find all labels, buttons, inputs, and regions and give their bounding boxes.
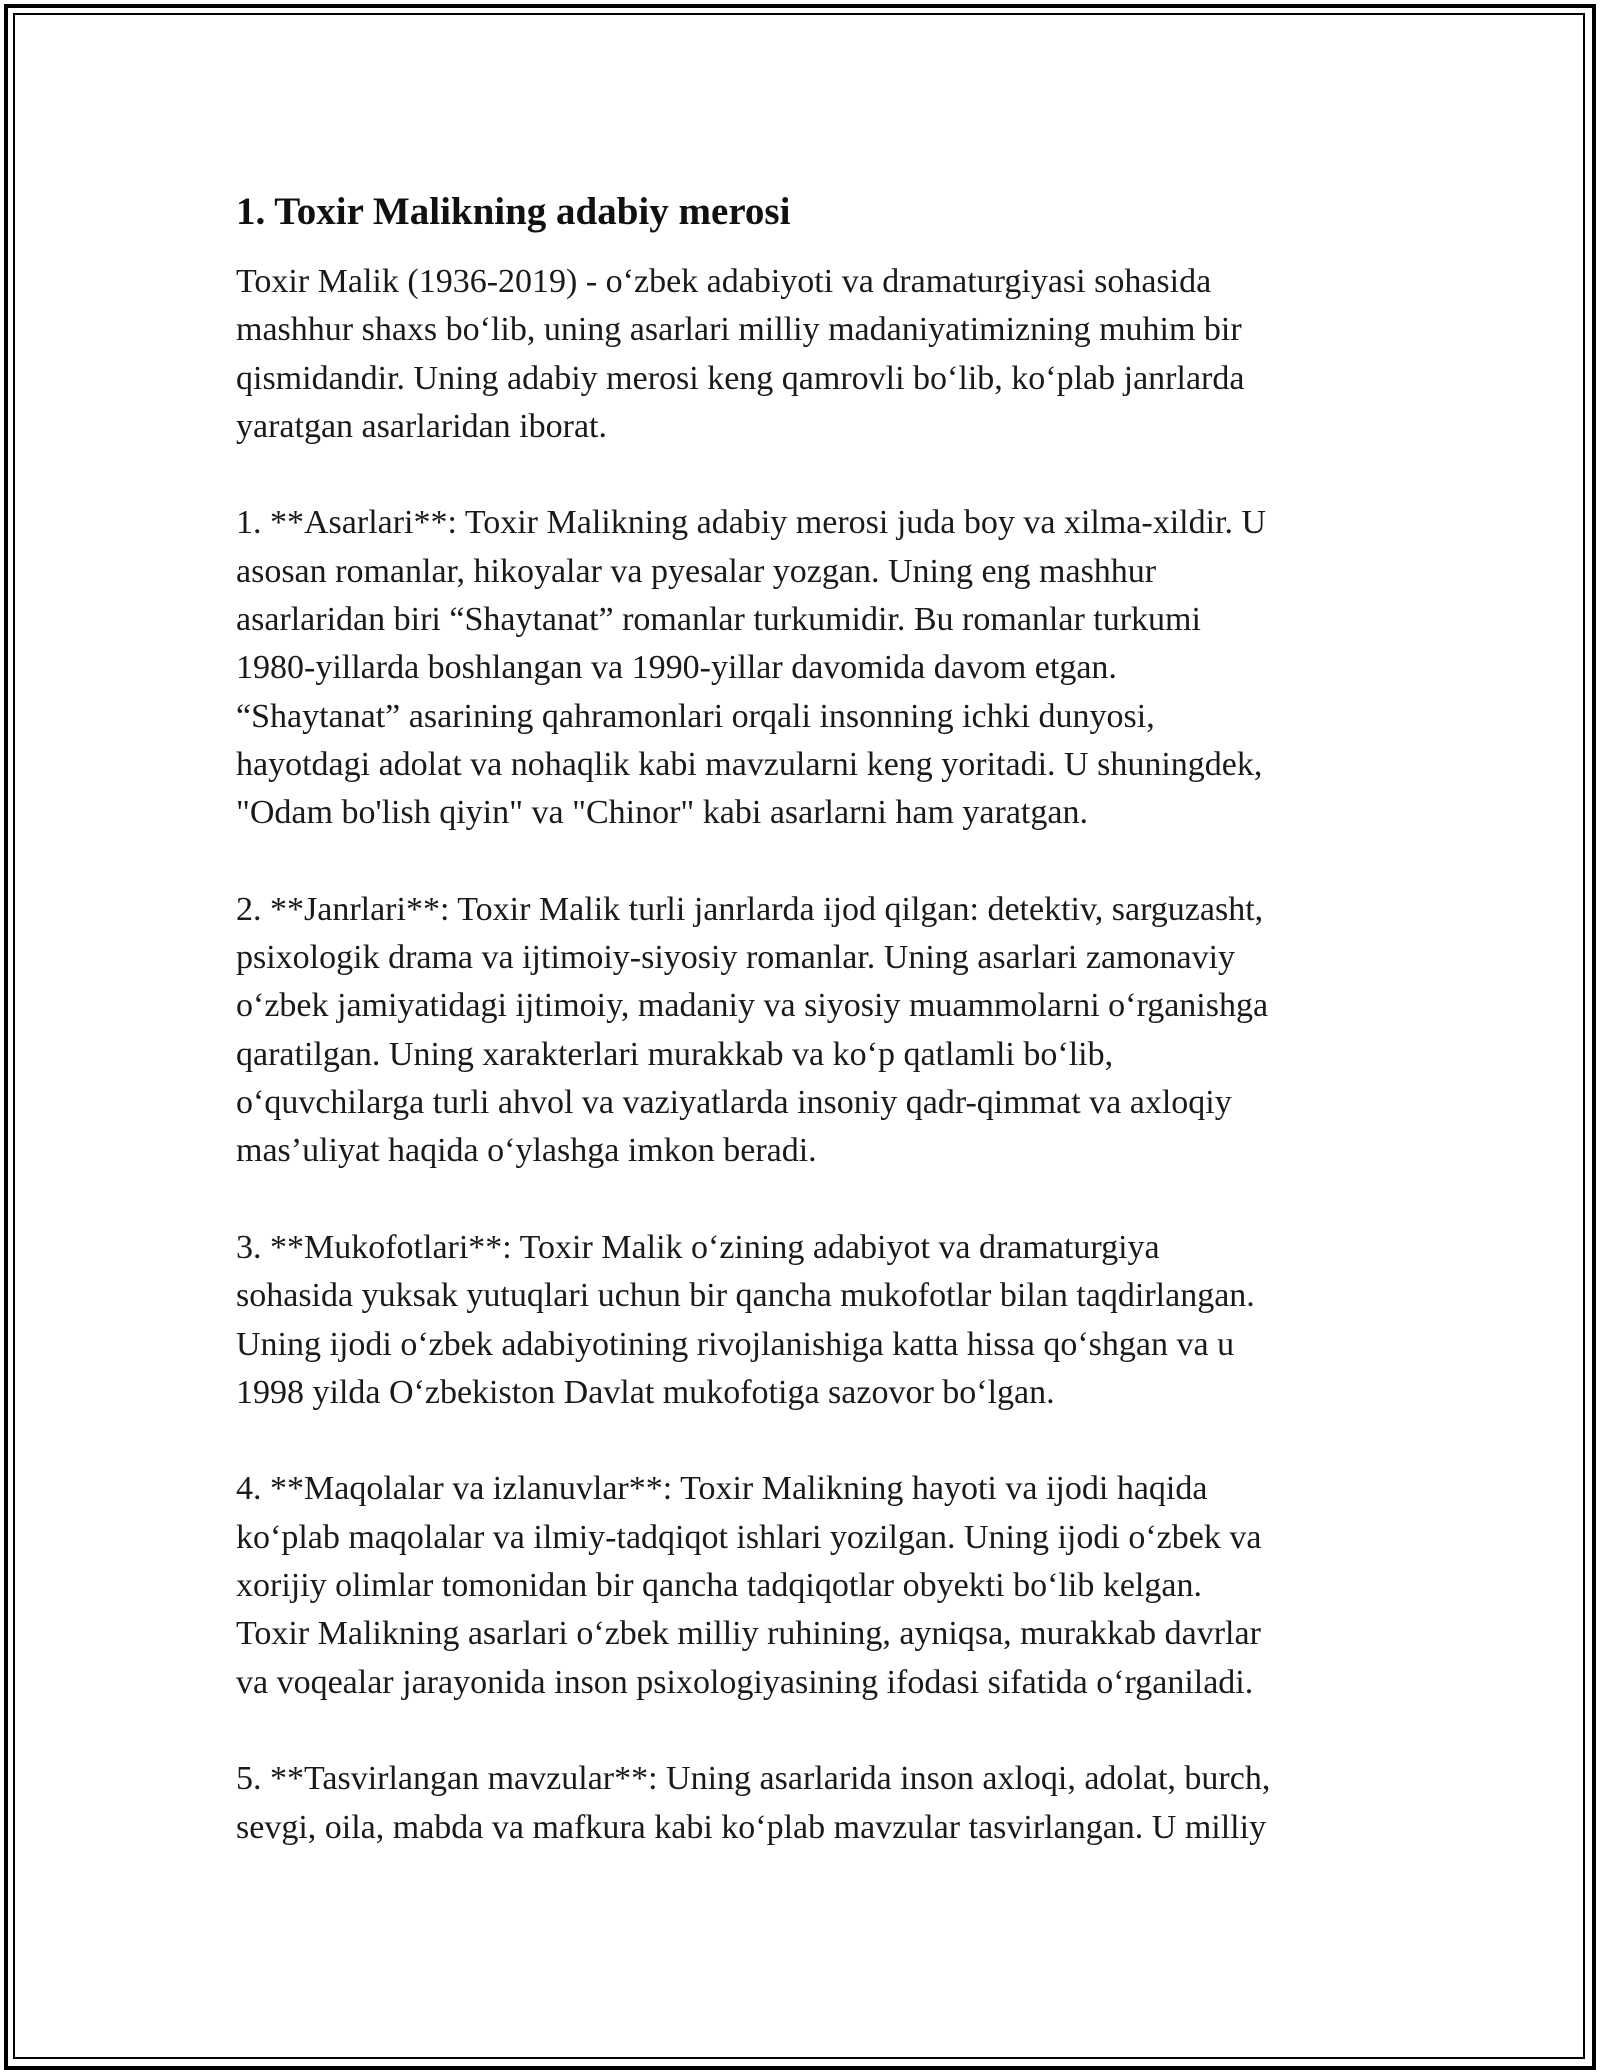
paragraph-intro: Toxir Malik (1936-2019) - o‘zbek adabiyoti va dramaturgiyasi sohasida mashhur shaxs bo‘lib, uning asarlari milliy madaniyatimizning muhim bir qismidandir. Uning adabiy merosi keng qamrovli bo‘lib, ko‘plab janrlarda yaratgan asarlaridan iborat. xyxy=(236,263,1245,445)
paragraph-genres: 2. **Janrlari**: Toxir Malik turli janrlarda ijod qilgan: detektiv, sarguzasht, psixologik drama va ijtimoiy-siyosiy romanlar. Uning asarlari zamonaviy o‘zbek jamiyatidagi ijtimoiy, madaniy va siyosiy muammolarni o‘rganishga qaratilgan. Uning xarakterlari murakkab va ko‘p qatlamli bo‘lib, o‘quvchilarga turli ahvol va vaziyatlarda insoniy qadr-qimmat va axloqiy mas’uliyat haqida o‘ylashga imkon beradi. xyxy=(236,890,1269,1170)
document-body xyxy=(236,186,1376,1900)
paragraph-awards: 3. **Mukofotlari**: Toxir Malik o‘zining adabiyot va dramaturgiya sohasida yuksak yutuqlari uchun bir qancha mukofotlar bilan taqdirlangan. Uning ijodi o‘zbek adabiyotining rivojlanishiga katta hissa qo‘shgan va u 1998 yilda O‘zbekiston Davlat mukofotiga sazovor bo‘lgan. xyxy=(236,1228,1255,1411)
document-title: 1. Toxir Malikning adabiy merosi xyxy=(236,190,791,233)
paragraph-themes: 5. **Tasvirlangan mavzular**: Uning asarlarida inson axloqi, adolat, burch, sevgi, oila, mabda va mafkura kabi ko‘plab mavzular tasvirlangan. U milliy xyxy=(236,1760,1271,1846)
paragraph-research: 4. **Maqolalar va izlanuvlar**: Toxir Malikning hayoti va ijodi haqida ko‘plab maqolalar va ilmiy-tadqiqot ishlari yozilgan. Uning ijodi o‘zbek va xorijiy olimlar tomonidan bir qancha tadqiqotlar obyekti bo‘lib kelgan. Toxir Malikning asarlari o‘zbek milliy ruhining, ayniqsa, murakkab davrlar va voqealar jarayonida inson psixologiyasining ifodasi sifatida o‘rganiladi. xyxy=(236,1470,1262,1701)
paragraph-works: 1. **Asarlari**: Toxir Malikning adabiy merosi juda boy va xilma-xildir. U asosan romanlar, hikoyalar va pyesalar yozgan. Uning eng mashhur asarlaridan biri “Shaytanat” romanlar turkumidir. Bu romanlar turkumi 1980-yillarda boshlangan va 1990-yillar davomida davom etgan. “Shaytanat” asarining qahramonlari orqali insonning ichki dunyosi, hayotdagi adolat va nohaqlik kabi mavzularni keng yoritadi. U shuningdek, "Odam bo'lish qiyin" va "Chinor" kabi asarlarni ham yaratgan. xyxy=(236,504,1267,832)
